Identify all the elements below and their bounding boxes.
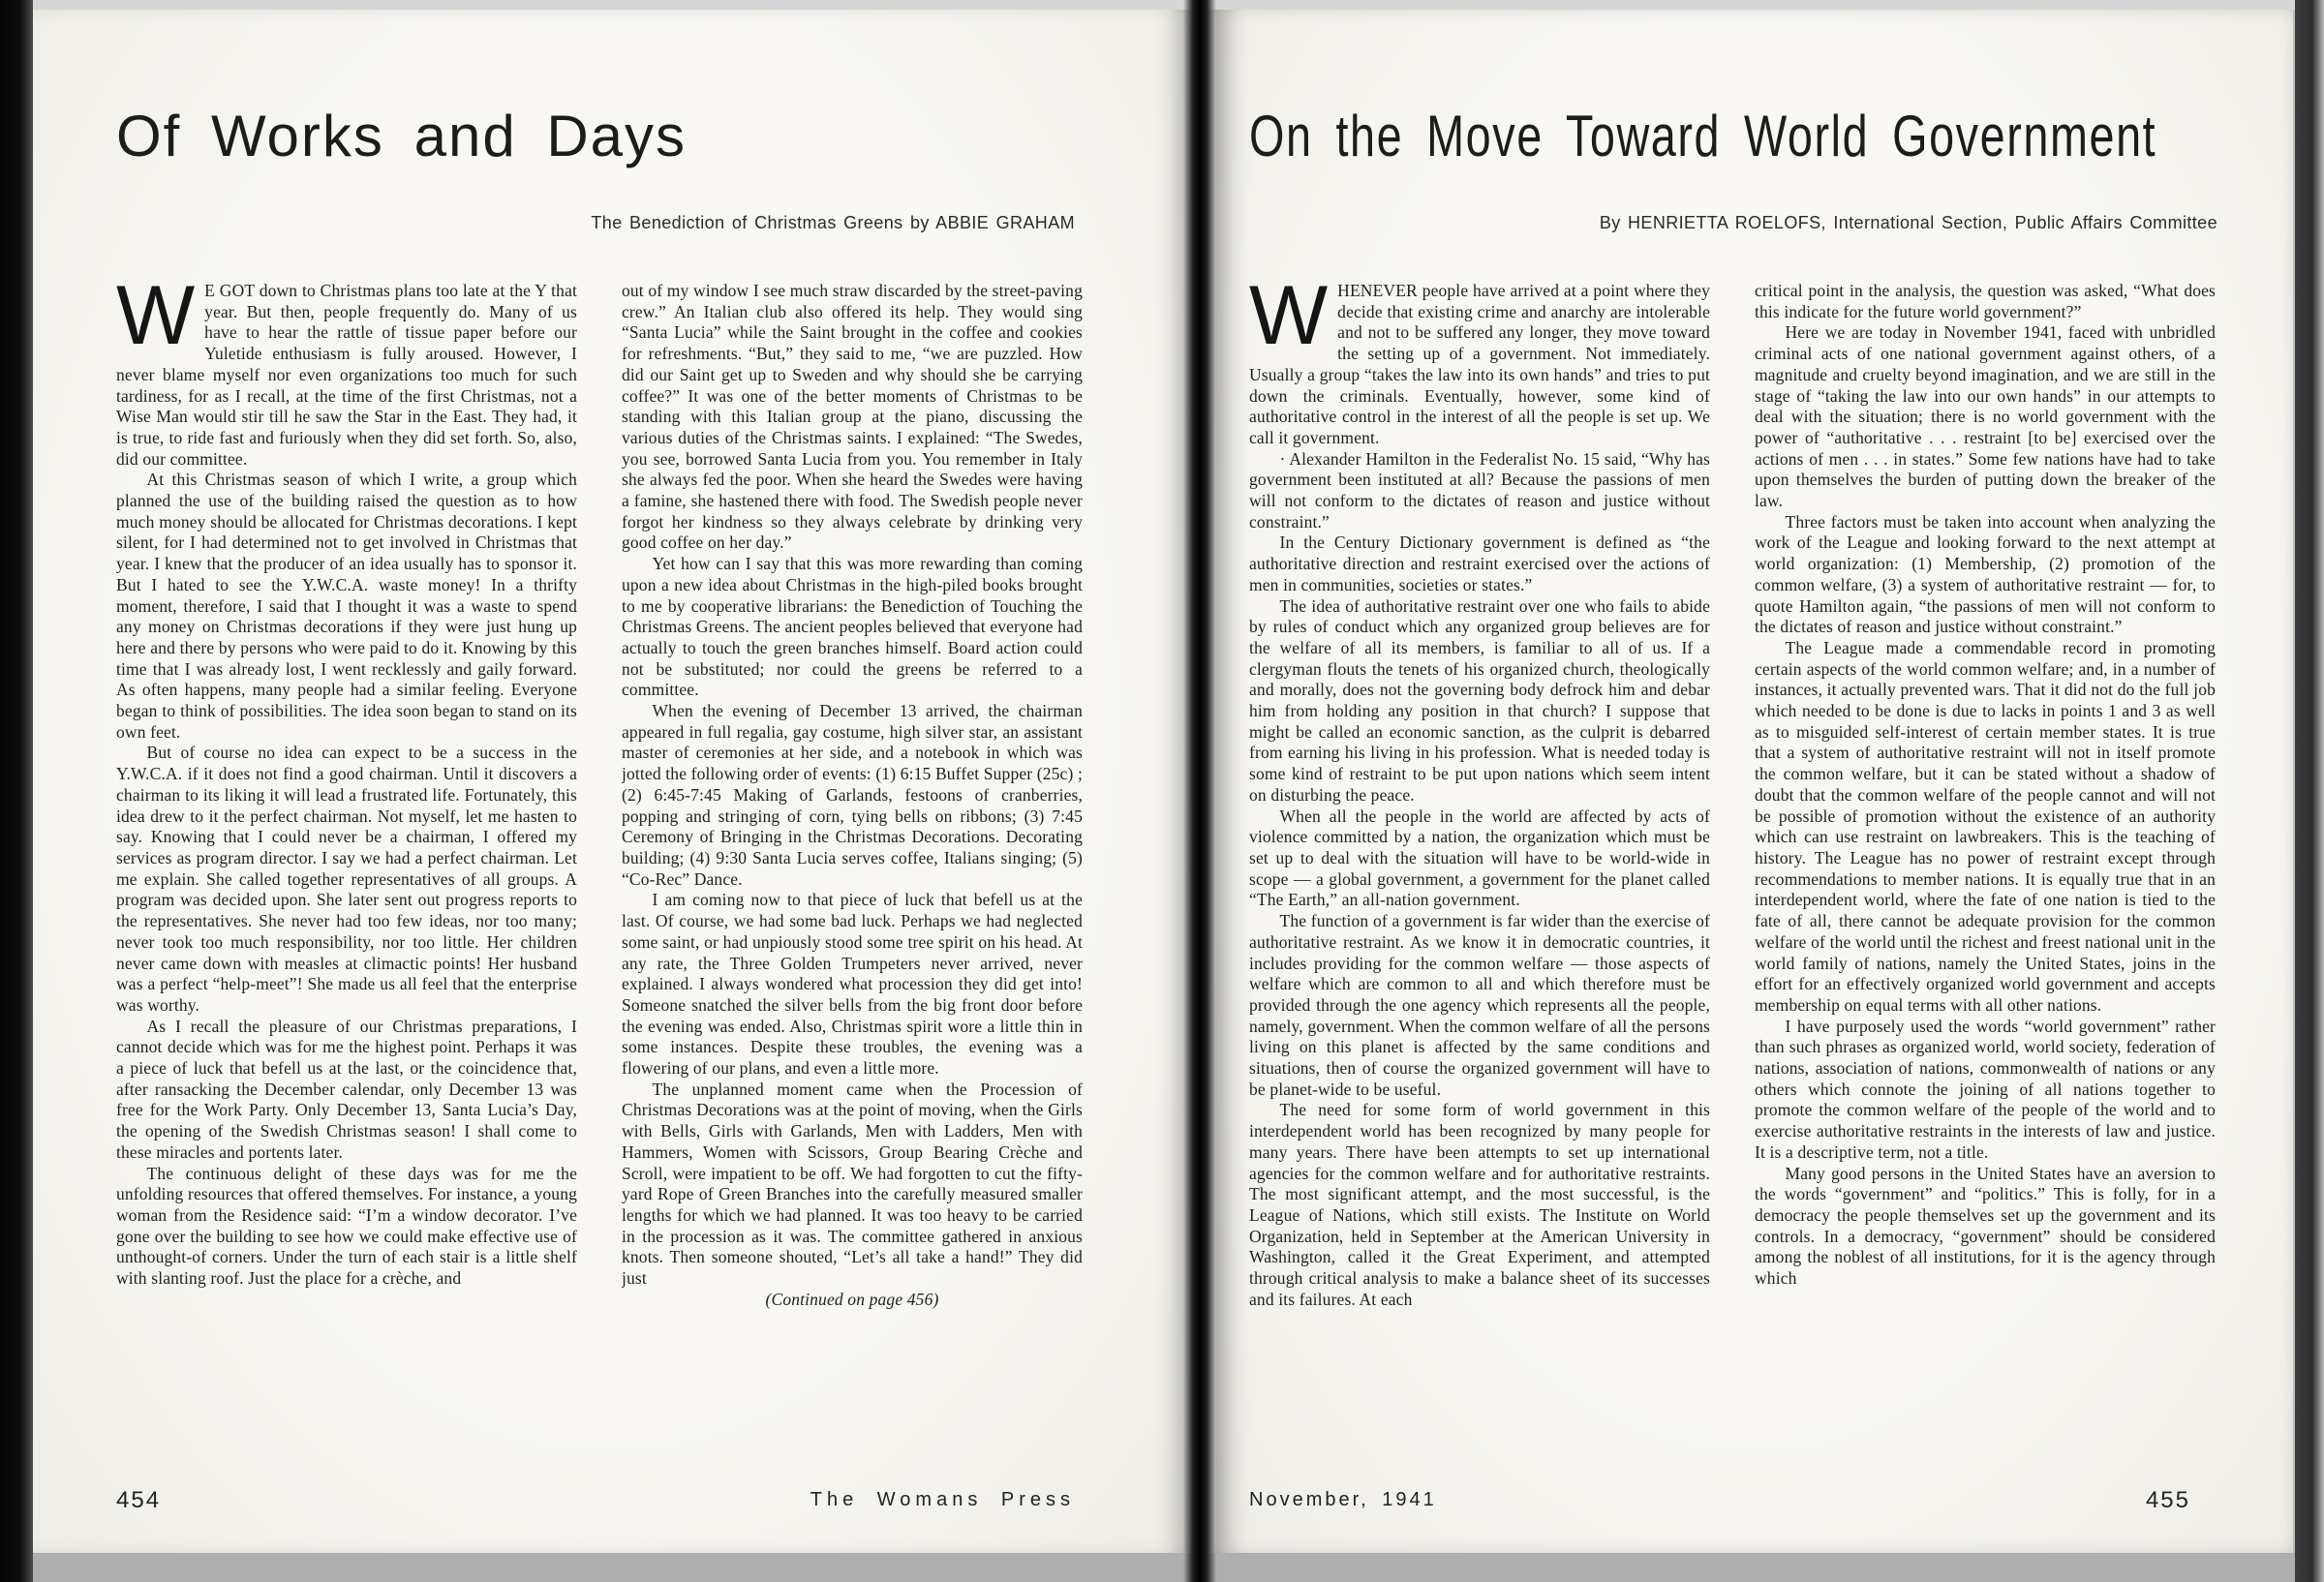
- article-byline-right: By HENRIETTA ROELOFS, International Section, Public Affairs Committee: [1599, 213, 2217, 232]
- column-3: [1249, 281, 1710, 1481]
- scan-edge-bottom: [0, 1553, 2324, 1582]
- column-4: [1755, 281, 2216, 1481]
- article-title-right: On the Move Toward World Government: [1249, 104, 2157, 168]
- page-number-right: 455: [2145, 1487, 2190, 1513]
- paragraph: I have purposely used the words “world government” rather than such phrases as organized world, world society, federation of nations, association of nations, commonwealth of nations or any others which connote the joining of all nations together to promote the common welfare of the people of the world and to exercise authoritative restraints in the interests of law and justice. It is a descriptive term, not a title.: [1755, 1016, 2216, 1162]
- text-columns-right-page: [1249, 281, 2216, 1481]
- column-1: [116, 281, 577, 1481]
- paragraph: As I recall the pleasure of our Christmas preparations, I cannot decide which was for me the highest point. Perhaps it was a piece of luck that befell us at the last, or the coincidence that, after ransacking the December calendar, only December 13 was free for the Work Party. Only December 13, Santa Lucia’s Day, the opening of the Swedish Christmas season! I shall come to these miracles and portents later.: [116, 1016, 577, 1162]
- paragraph: The idea of authoritative restraint over one who fails to abide by rules of conduct which any organized group believes are for the welfare of all its members, is familiar to all of us. If a clergyman flouts the tenets of his organized church, theologically and morally, does not the governing body defrock him and debar him from holding any position in that church? I suppose that might be called an economic sanction, as the culprit is debarred from earning his living in his profession. What is needed today is some kind of restraint to be put upon nations which seem intent on disturbing the peace.: [1249, 595, 1710, 805]
- paragraph: Yet how can I say that this was more rewarding than coming upon a new idea about Christmas in the high-piled books brought to me by cooperative librarians: the Benediction of Touching the Christmas Greens. The ancient peoples believed that everyone had actually to touch the green branches himself. Board action could not be substituted; nor could the greens be referred to a committee.: [622, 554, 1083, 700]
- journal-name: The Womans Press: [810, 1489, 1075, 1510]
- scan-edge-right: [2295, 0, 2324, 1582]
- paragraph: W E GOT down to Christmas plans too late at the Y that year. But then, people frequently do. Many of us have to hear the rattle of tissue paper before our Yuletide enthusiasm is fully aroused. However, I never blame myself nor even organizations too much for such tardiness, for as I recall, at the time of the first Christmas, not a Wise Man would stir till he saw the Star in the East. They had, it is true, to ride fast and furiously when they did set forth. So, also, did our committee.: [116, 281, 577, 469]
- paragraph: The function of a government is far wider than the exercise of authoritative restraint. As we know it in democratic countries, it includes providing for the common welfare — those aspects of welfare which are common to all and which therefore must be provided through the one agency which represents all the people, namely, government. When the common welfare of all the persons living on this planet is affected by the same conditions and situations, then of course the organized government will have to be planet-wide to be useful.: [1249, 911, 1710, 1099]
- drop-cap-letter: W: [116, 281, 196, 362]
- issue-date: November, 1941: [1249, 1489, 1437, 1510]
- article-byline-left: The Benediction of Christmas Greens by ABBIE GRAHAM: [591, 213, 1075, 232]
- paragraph: Here we are today in November 1941, faced with unbridled criminal acts of one national government against others, of a magnitude and cruelty beyond imagination, and we are still in the stage of “taking the law into our own hands” in our attempts to deal with the situation; there is no world government with the power of “authoritative . . . restraint [to be] exercised over the actions of men . . . in states.” Some few nations have had to take upon themselves the burden of putting down the breaker of the law.: [1755, 322, 2216, 511]
- binding-spine: [1183, 0, 1216, 1582]
- paragraph: When all the people in the world are affected by acts of violence committed by a nation, the organization which must be set up to deal with the situation will have to be world-wide in scope — a global government, a government for the planet called “The Earth,” an all-nation government.: [1249, 806, 1710, 910]
- paragraph: critical point in the analysis, the question was asked, “What does this indicate for the future world government?”: [1755, 281, 2216, 321]
- paragraph: Many good persons in the United States have an aversion to the words “government” and “politics.” This is folly, for in a democracy the people themselves set up the government and its controls. In a democracy, “government” should be considered among the noblest of all institutions, for it is the agency through which: [1755, 1163, 2216, 1289]
- paragraph: In the Century Dictionary government is defined as “the authoritative direction and restraint exercised over the actions of men in communities, societies or states.”: [1249, 532, 1710, 594]
- paragraph: At this Christmas season of which I write, a group which planned the use of the building raised the question as to how much money should be allocated for Christmas decorations. I kept silent, for I had determined not to get involved in Christmas that year. I knew that the producer of an idea usually has to sponsor it. But I hated to see the Y.W.C.A. waste money! In a thrifty moment, therefore, I said that I thought it was a waste to spend any money on Christmas decorations if they were just hung up here and there by persons who were paid to do it. Knowing by this time that I was already lost, I went recklessly and gaily forward. As often happens, many people had a similar feeling. Everyone began to think of possibilities. The idea soon began to stand on its own feet.: [116, 470, 577, 742]
- paragraph: The League made a commendable record in promoting certain aspects of the world common welfare; and, in a number of instances, it actually prevented wars. That it did not do the full job which needed to be done is due to lacks in points 1 and 3 as well as to misguided self-interest of certain member states. It is true that a system of authoritative restraint will not in itself promote the common welfare, but it can be stated without a shadow of doubt that the common welfare of the people cannot and will not be possible of promotion without the existence of an authority which can use restraint on lawbreakers. This is the teaching of history. The League has no power of restraint except through recommendations to member nations. It is equally true that in an interdependent world, where the fate of one nation is tied to the fate of all, there cannot be adequate provision for the common welfare of the world until the richest and freest national unit in the world family of nations, namely the United States, joins in the effort for an effectively organized world government and accepts membership on equal terms with all other nations.: [1755, 637, 2216, 1015]
- paragraph: The need for some form of world government in this interdependent world has been recognized by many people for many years. There have been attempts to set up international agencies for the common welfare and for authoritative restraints. The most significant attempt, and the most successful, is the League of Nations, which still exists. The Institute on World Organization, held in September at the American University in Washington, called it the Great Experiment, and attempted through critical analysis to make a balance sheet of its successes and its failures. At each: [1249, 1100, 1710, 1309]
- paragraph: The unplanned moment came when the Procession of Christmas Decorations was at the point of moving, when the Girls with Bells, Girls with Garlands, Men with Ladders, Men with Hammers, Women with Scissors, Group Bearing Crèche and Scroll, were impatient to be off. We had forgotten to cut the fifty-yard Rope of Green Branches into the carefully measured smaller lengths for which we had planned. It was too heavy to be carried in the procession as it was. The committee gathered in anxious knots. Then someone shouted, “Let’s all take a hand!” They did just: [622, 1079, 1083, 1289]
- paragraph: But of course no idea can expect to be a success in the Y.W.C.A. if it does not find a good chairman. Until it discovers a chairman to its liking it will lead a frustrated life. Fortunately, this idea drew to it the perfect chairman. Not myself, let me hasten to say. Knowing that I could never be a chairman, I offered my services as program director. I say we had a perfect chairman. Let me explain. She called together representatives of all groups. A program was decided upon. She later sent out progress reports to the representatives. She never had too few ideas, nor too many; never took too much responsibility, nor too little. Her children never came down with measles at climactic points! Her husband was a perfect “help-meet”! She made us all feel that the enterprise was worthy.: [116, 743, 577, 1015]
- scan-edge-top: [0, 0, 2324, 10]
- paragraph: out of my window I see much straw discarded by the street-paving crew.” An Italian club also offered its help. They would sing “Santa Lucia” while the Saint brought in the coffee and cookies for refreshments. “But,” they said to me, “we are puzzled. How did our Saint get up to Sweden and why should she be carrying coffee?” It was one of the better moments of Christmas to be standing with this Italian group at the piano, discussing the various duties of the Christmas saints. I explained: “The Swedes, you see, borrowed Santa Lucia from you. You remember in Italy she always fed the poor. When she heard the Swedes were having a famine, she hastened there with food. The Swedish people never forgot her kindness so they always celebrate by drinking very good coffee on her day.”: [622, 281, 1083, 553]
- paragraph: WHENEVER people have arrived at a point where they decide that existing crime and anarchy are intolerable and not to be suffered any longer, they move toward the setting up of a government. Not immediately. Usually a group “takes the law into its own hands” and tries to put down the criminals. Eventually, however, some kind of authoritative control in the interest of all the people is set up. We call it government.: [1249, 281, 1710, 447]
- magazine-page-left: [33, 10, 1187, 1553]
- column-2: [622, 281, 1083, 1481]
- paragraph: The continuous delight of these days was for me the unfolding resources that offered themselves. For instance, a young woman from the Residence said: “I’m a window decorator. I’ve gone over the building to see how we could make effective use of unthought-of corners. Under the turn of each stair is a little shelf with slanting roof. Just the place for a crèche, and: [116, 1163, 577, 1289]
- page-number-left: 454: [116, 1487, 162, 1513]
- paragraph: · Alexander Hamilton in the Federalist No. 15 said, “Why has government been instituted at all? Because the passions of men will not conform to the dictates of reason and justice without constraint.”: [1249, 448, 1710, 532]
- text-columns-left-page: [116, 281, 1083, 1481]
- continued-note: (Continued on page 456): [765, 1289, 939, 1309]
- paragraph: When the evening of December 13 arrived, the chairman appeared in full regalia, gay costume, high silver star, an assistant master of ceremonies at her side, and a notebook in which was jotted the following order of events: (1) 6:15 Buffet Supper (25c) ; (2) 6:45-7:45 Making of Garlands, festoons of cranberries, popping and stringing of corn, tying bells on ribbons; (3) 7:45 Ceremony of Bringing in the Christmas Decorations. Decorating building; (4) 9:30 Santa Lucia serves coffee, Italians singing; (5) “Co-Rec” Dance.: [622, 701, 1083, 889]
- magazine-page-right: [1214, 10, 2293, 1553]
- scan-edge-left: [0, 0, 33, 1582]
- drop-cap-letter: W: [1249, 281, 1329, 362]
- article-title-left: Of Works and Days: [116, 104, 688, 168]
- paragraph: I am coming now to that piece of luck that befell us at the last. Of course, we had some bad luck. Perhaps we had neglected some saint, or had unpiously stood some tree spirit on his head. At any rate, the Three Golden Trumpeters never arrived, never explained. I always wondered what procession they did get into! Someone snatched the silver bells from the big front door before the evening was ended. Also, Christmas spirit wore a little thin in some instances. Despite these troubles, the evening was a flowering of our plans, and even a little more.: [622, 890, 1083, 1079]
- paragraph: Three factors must be taken into account when analyzing the work of the League and looking forward to the next attempt at world organization: (1) Membership, (2) promotion of the common welfare, (3) a system of authoritative restraint — for, to quote Hamilton again, “the passions of men will not conform to the dictates of reason and justice without constraint.”: [1755, 511, 2216, 637]
